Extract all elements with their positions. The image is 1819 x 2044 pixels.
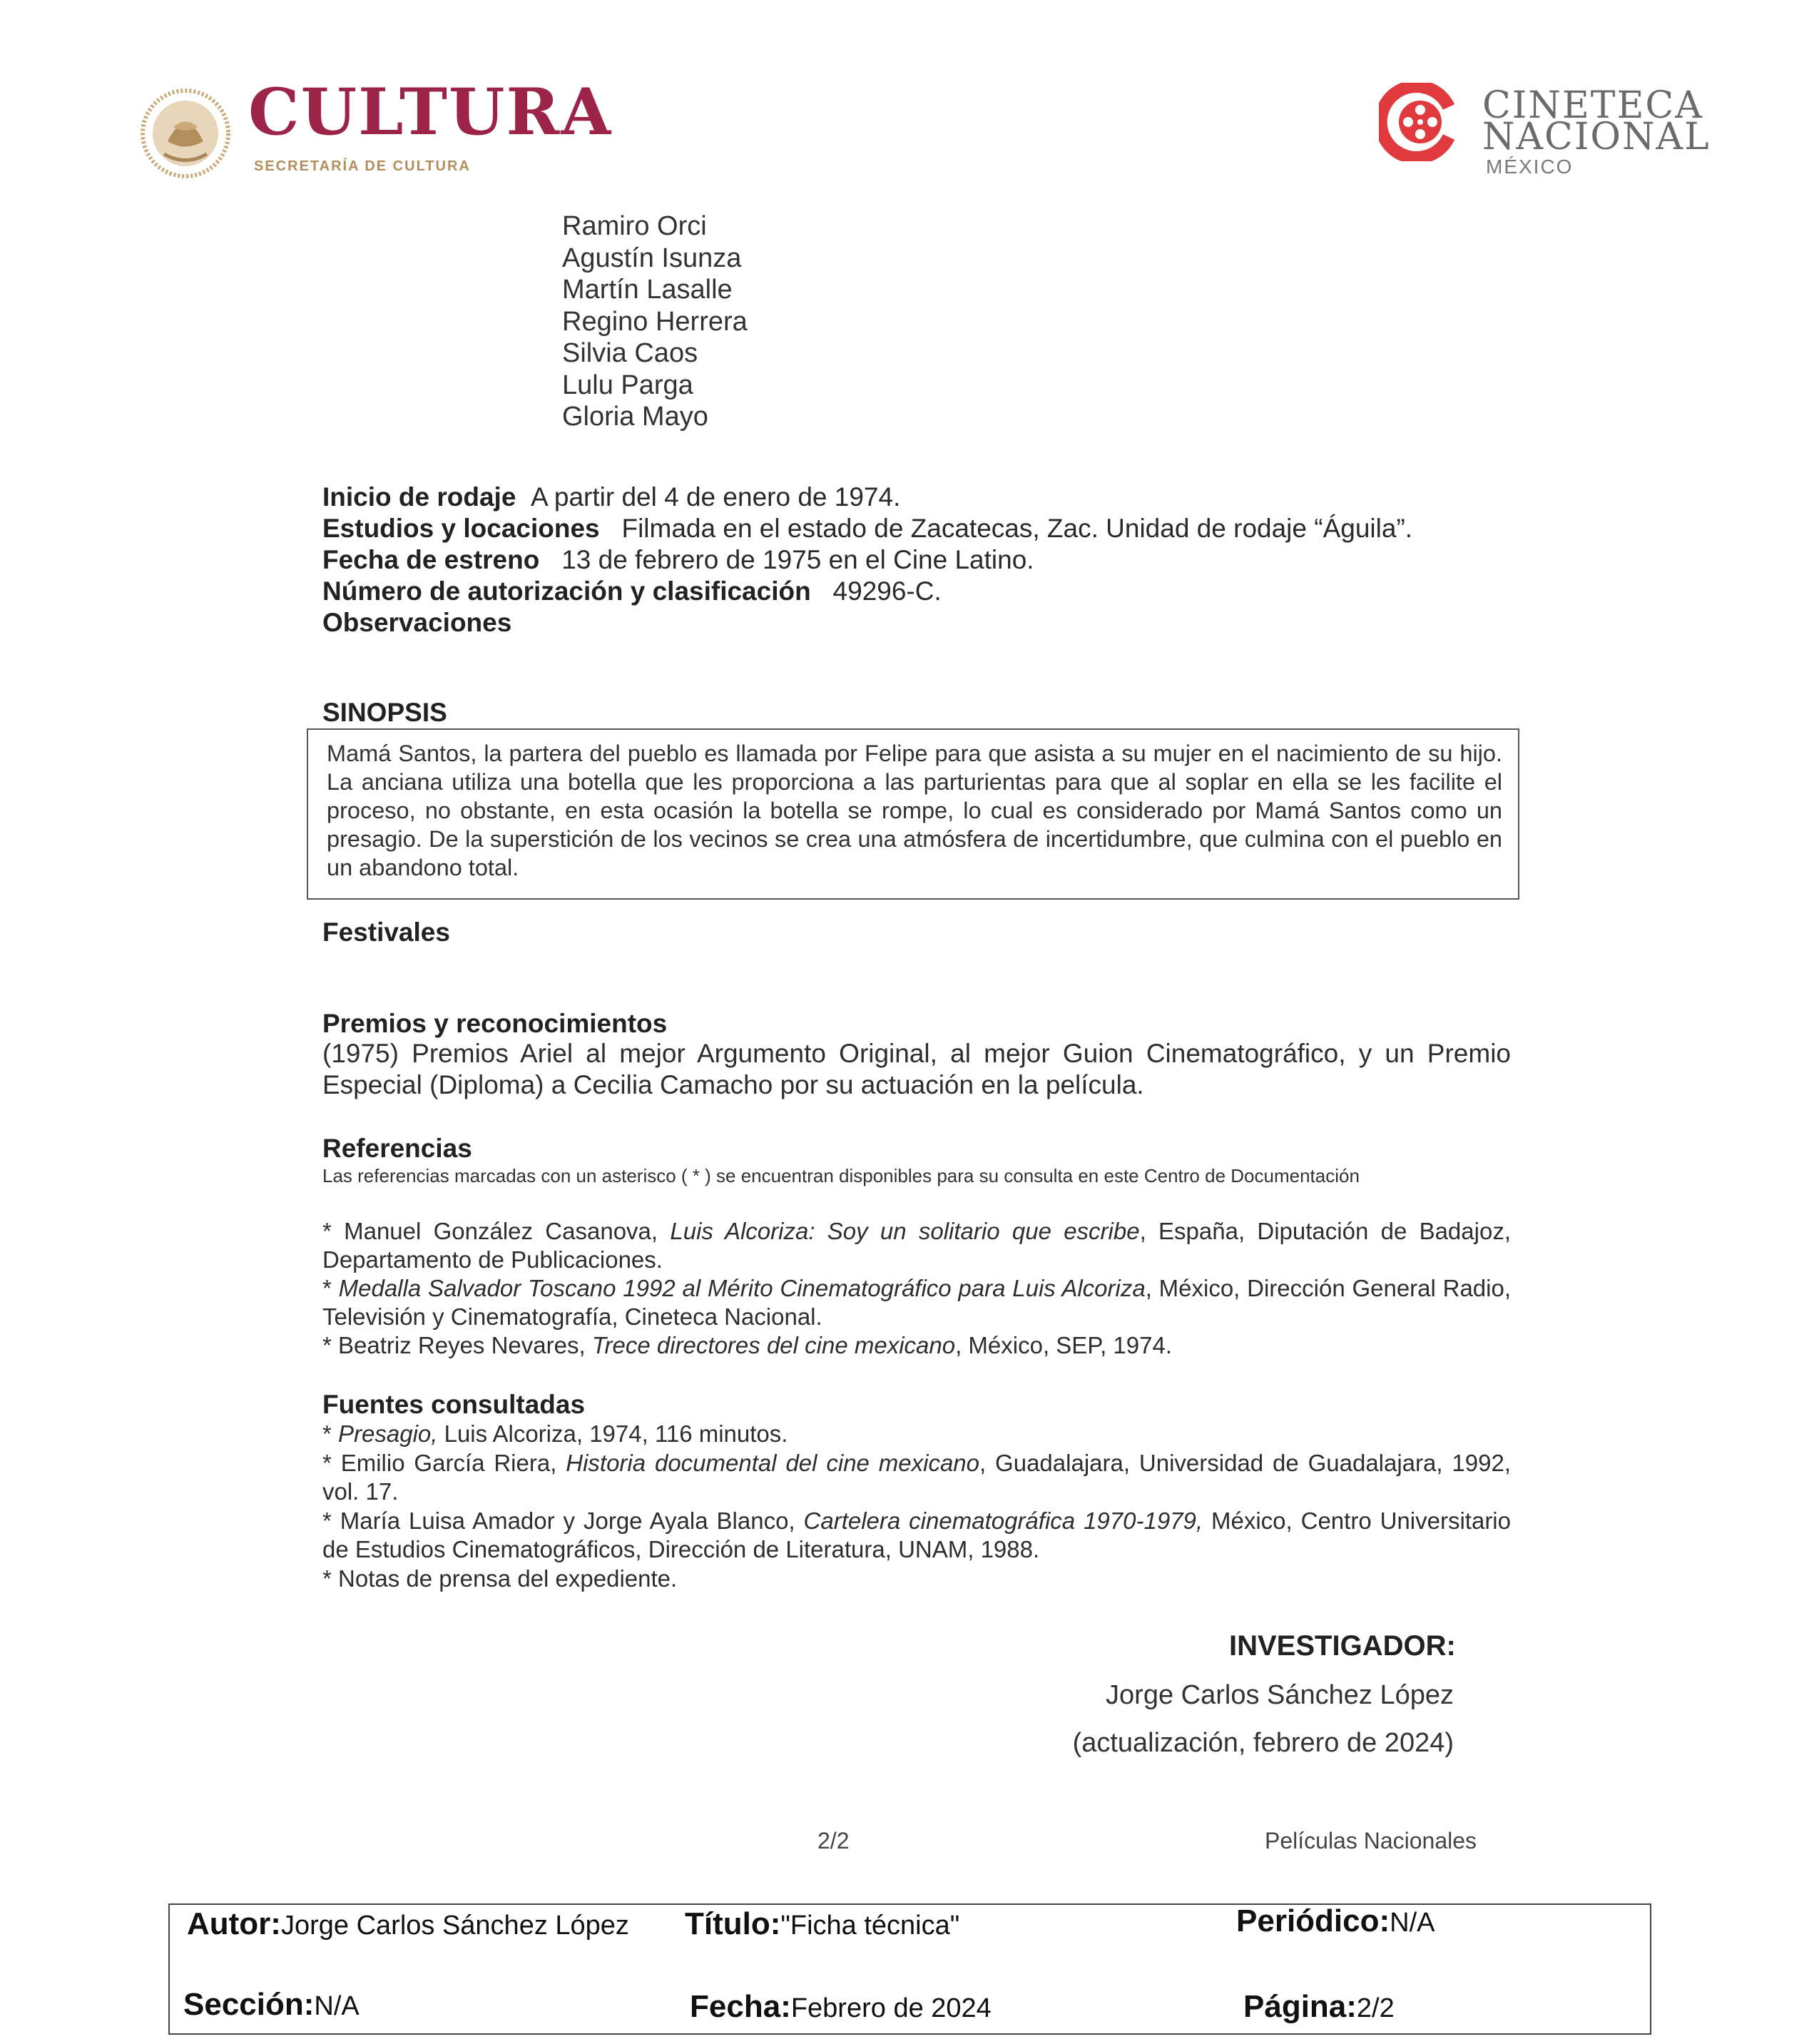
source-item: * María Luisa Amador y Jorge Ayala Blanco, Cartelera cinematográfica 1970-1979, México, Centro Universitario de Estudios Cinematográficos, Dirección de Literatura, UNAM, 1988. xyxy=(322,1507,1511,1562)
meta-value: Jorge Carlos Sánchez López xyxy=(280,1911,629,1941)
info-estudios xyxy=(322,514,1412,544)
info-value: A partir del 4 de enero de 1974. xyxy=(530,482,901,512)
cultura-logo-title: CULTURA xyxy=(248,74,613,150)
meta-value: "Ficha técnica" xyxy=(780,1911,960,1941)
info-label: Estudios y locaciones xyxy=(322,514,600,543)
referencias-list xyxy=(322,1217,1511,1360)
cast-member: Gloria Mayo xyxy=(562,402,708,432)
reference-item: * Manuel González Casanova, Luis Alcoriza: Soy un solitario que escribe, España, Diputación de Badajoz, Departamento de Publicaciones. xyxy=(322,1218,1511,1273)
info-label: Inicio de rodaje xyxy=(322,482,516,512)
meta-periodico xyxy=(1236,1903,1435,1939)
cast-member: Martín Lasalle xyxy=(562,275,733,305)
referencias-note: Las referencias marcadas con un asterisco ( * ) se encuentran disponibles para su consulta en este Centro de Documentación xyxy=(322,1165,1360,1186)
meta-label: Periódico: xyxy=(1236,1903,1390,1938)
page-number: 2/2 xyxy=(817,1828,850,1854)
collection-name: Películas Nacionales xyxy=(1265,1828,1477,1854)
info-autorizacion xyxy=(322,576,942,606)
investigador-update: (actualización, febrero de 2024) xyxy=(1072,1728,1454,1758)
meta-label: Título: xyxy=(685,1906,781,1941)
info-value: 49296-C. xyxy=(832,576,942,606)
referencias-heading: Referencias xyxy=(322,1134,472,1163)
info-value: 13 de febrero de 1975 en el Cine Latino. xyxy=(561,545,1034,574)
info-inicio-rodaje xyxy=(322,482,900,512)
premios-text: (1975) Premios Ariel al mejor Argumento Original, al mejor Guion Cinematográfico, y un Premio Especial (Diploma) a Cecilia Camacho por su actuación en la película. xyxy=(322,1039,1511,1099)
source-item: * Notas de prensa del expediente. xyxy=(322,1565,678,1592)
cast-member: Agustín Isunza xyxy=(562,243,742,273)
reference-item: * Medalla Salvador Toscano 1992 al Mérito Cinematográfico para Luis Alcoriza, México, Dirección General Radio, Televisión y Cinematografía, Cineteca Nacional. xyxy=(322,1275,1512,1330)
sinopsis-text: Mamá Santos, la partera del pueblo es llamada por Felipe para que asista a su mujer en el nacimiento de su hijo. La anciana utiliza una botella que les proporciona a las parturientas para que al soplar en ella se les facilite el proceso, no obstante, en esta ocasión la botella se rompe, lo cual es considerado por Mamá Santos como un presagio. De la superstición de los vecinos se crea una atmósfera de incertidumbre, que culmina con el pueblo en un abandono total. xyxy=(327,741,1502,880)
meta-value: N/A xyxy=(1390,1908,1435,1938)
cineteca-logo-line2: NACIONAL xyxy=(1482,116,1711,158)
cast-list xyxy=(562,210,748,433)
meta-label: Página: xyxy=(1243,1989,1357,2024)
meta-label: Fecha: xyxy=(690,1989,791,2024)
cast-member: Regino Herrera xyxy=(562,306,748,337)
fuentes-heading: Fuentes consultadas xyxy=(322,1390,586,1419)
info-label: Número de autorización y clasificación xyxy=(322,576,811,606)
fuentes-list xyxy=(322,1420,1511,1593)
meta-pagina xyxy=(1243,1989,1395,2025)
festivales-heading: Festivales xyxy=(322,917,450,947)
sinopsis-heading: SINOPSIS xyxy=(322,698,447,727)
meta-titulo xyxy=(685,1906,959,1942)
meta-value: N/A xyxy=(314,1991,360,2021)
reference-item: * Beatriz Reyes Nevares, Trece directores del cine mexicano, México, SEP, 1974. xyxy=(322,1332,1172,1358)
meta-label: Sección: xyxy=(183,1987,315,2022)
cultura-logo-subtitle: SECRETARÍA DE CULTURA xyxy=(254,158,471,174)
meta-value: Febrero de 2024 xyxy=(790,1993,992,2023)
cast-member: Ramiro Orci xyxy=(562,211,707,241)
film-reel-icon xyxy=(1379,83,1457,161)
source-item: * Presagio, Luis Alcoriza, 1974, 116 minutos. xyxy=(322,1420,788,1447)
premios-heading: Premios y reconocimientos xyxy=(322,1009,668,1038)
meta-seccion xyxy=(183,1987,360,2023)
observaciones-heading: Observaciones xyxy=(322,608,512,637)
info-label: Fecha de estreno xyxy=(322,545,540,574)
meta-autor xyxy=(187,1906,629,1942)
meta-value: 2/2 xyxy=(1356,1993,1395,2023)
source-item: * Emilio García Riera, Historia documental del cine mexicano, Guadalajara, Universidad de Guadalajara, 1992, vol. 17. xyxy=(322,1449,1511,1505)
investigador-name: Jorge Carlos Sánchez López xyxy=(1106,1680,1454,1710)
info-fecha-estreno xyxy=(322,545,1034,575)
cast-member: Silvia Caos xyxy=(562,338,698,368)
cineteca-logo-line3: MÉXICO xyxy=(1486,156,1574,178)
mexico-seal-icon xyxy=(139,84,232,183)
meta-fecha xyxy=(690,1989,992,2025)
investigador-label: INVESTIGADOR: xyxy=(1229,1630,1456,1662)
meta-label: Autor: xyxy=(187,1906,281,1941)
cast-member: Lulu Parga xyxy=(562,370,693,400)
cineteca-logo-line1: CINETECA xyxy=(1482,84,1703,127)
info-value: Filmada en el estado de Zacatecas, Zac. Unidad de rodaje “Águila”. xyxy=(621,514,1413,543)
